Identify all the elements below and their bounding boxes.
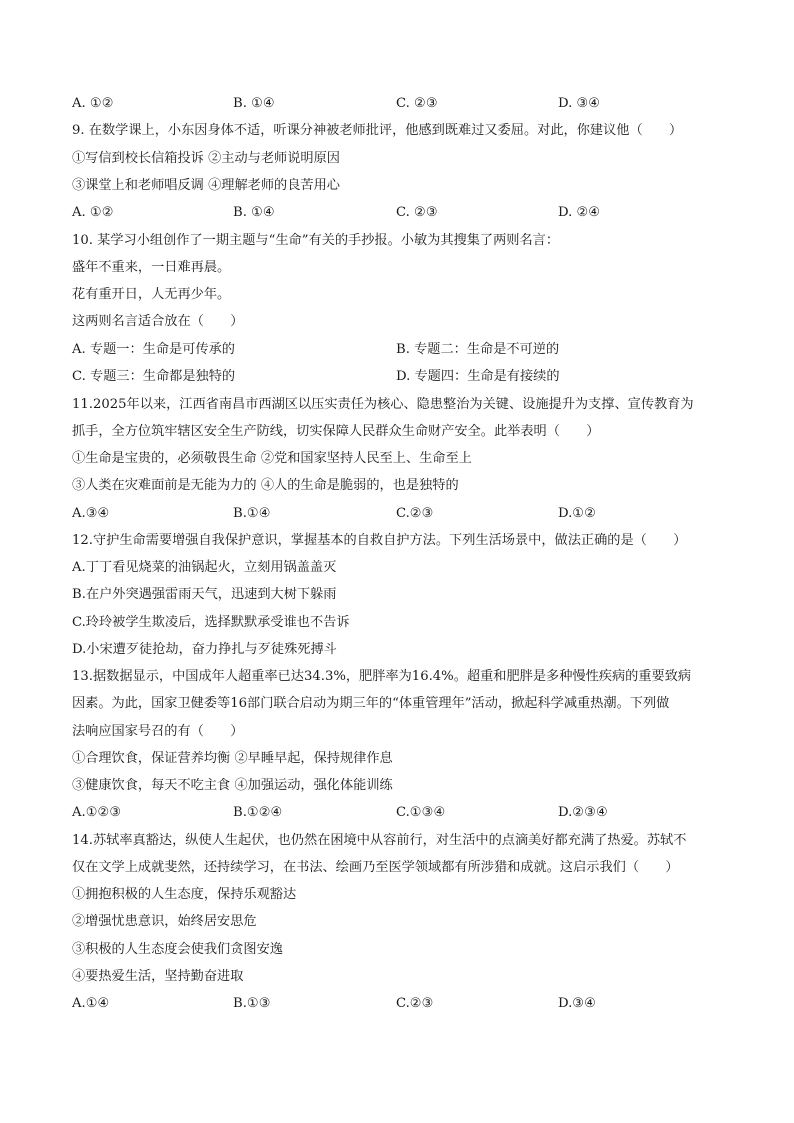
option-a[interactable]: A.①②③	[72, 805, 122, 820]
option-c[interactable]: C.玲玲被学生欺凌后，选择默默承受谁也不告诉	[72, 615, 350, 630]
question-14-stem: 仅在文学上成就斐然，还持续学习，在书法、绘画乃至医学领域都有所涉猎和成就。这启示我们（ ）	[72, 860, 679, 875]
option-b[interactable]: B.①③	[233, 996, 271, 1011]
option-c[interactable]: C.②③	[396, 506, 434, 521]
question-14-item: ④要热爱生活，坚持勤奋进取	[72, 969, 244, 984]
option-c[interactable]: C. ②③	[396, 205, 438, 220]
option-b[interactable]: B.在户外突遇强雷雨天气，迅速到大树下躲雨	[72, 587, 337, 602]
option-c[interactable]: C. 专题三：生命都是独特的	[72, 369, 236, 384]
option-c[interactable]: C.①③④	[396, 805, 446, 820]
option-b[interactable]: B.①②④	[233, 805, 283, 820]
option-a[interactable]: A.①④	[72, 996, 110, 1011]
question-13-stem: 13.据数据显示，中国成年人超重率已达34.3%，肥胖率为16.4%。超重和肥胖是多种慢性疾病的重要致病	[72, 669, 692, 684]
question-10-options-row2	[72, 367, 728, 387]
question-11-item: ③人类在灾难面前是无能为力的 ④人的生命是脆弱的，也是独特的	[72, 478, 459, 493]
option-d[interactable]: D.②③④	[558, 805, 608, 820]
question-13-options	[72, 803, 728, 823]
question-11-stem: 11.2025年以来，江西省南昌市西湖区以压实责任为核心、隐患整治为关键、设施提升为支撑、宣传教育为	[72, 397, 694, 412]
question-9-item: ③课堂上和老师唱反调 ④理解老师的良苦用心	[72, 178, 340, 193]
question-11-item: ①生命是宝贵的，必须敬畏生命 ②党和国家坚持人民至上、生命至上	[72, 451, 472, 466]
question-13-item: ①合理饮食，保证营养均衡 ②早睡早起，保持规律作息	[72, 751, 393, 766]
question-13-stem: 法响应国家号召的有（ ）	[72, 724, 244, 739]
option-d[interactable]: D. ③④	[558, 96, 601, 111]
option-d[interactable]: D.③④	[558, 996, 596, 1011]
option-c[interactable]: C. ②③	[396, 96, 438, 111]
question-11-stem: 抓手，全方位筑牢辖区安全生产防线，切实保障人民群众生命财产安全。此举表明（ ）	[72, 424, 600, 439]
question-14-stem: 14.苏轼率真豁达，纵使人生起伏，也仍然在困境中从容前行，对生活中的点滴美好都充满了热爱。苏轼不	[72, 833, 687, 848]
option-a[interactable]: A. ①②	[72, 205, 114, 220]
option-d[interactable]: D.小宋遭歹徒抢劫，奋力挣扎与歹徒殊死搏斗	[72, 642, 337, 657]
question-13-stem: 因素。为此，国家卫健委等16部门联合启动为期三年的“体重管理年”活动，掀起科学减重热潮。下列做	[72, 696, 670, 711]
question-14-item: ②增强忧患意识，始终居安思危	[72, 914, 257, 929]
option-a[interactable]: A. ①②	[72, 96, 114, 111]
question-10-quote: 花有重开日，人无再少年。	[72, 287, 231, 302]
question-10-ask: 这两则名言适合放在（ ）	[72, 314, 244, 329]
question-12-stem: 12.守护生命需要增强自我保护意识，掌握基本的自救自护方法。下列生活场景中，做法正确的是（ ）	[72, 533, 687, 548]
question-9-stem: 9. 在数学课上，小东因身体不适，听课分神被老师批评，他感到既难过又委屈。对此，你建议他（ ）	[72, 123, 683, 138]
option-b[interactable]: B. 专题二：生命是不可逆的	[396, 342, 560, 357]
option-d[interactable]: D. ②④	[558, 205, 601, 220]
question-9-options	[72, 203, 728, 223]
question-14-options	[72, 994, 728, 1014]
question-14-item: ③积极的人生态度会使我们贪图安逸	[72, 942, 283, 957]
option-b[interactable]: B.①④	[233, 506, 271, 521]
option-a[interactable]: A.丁丁看见烧菜的油锅起火，立刻用锅盖盖灭	[72, 560, 337, 575]
question-9-item: ①写信到校长信箱投诉 ②主动与老师说明原因	[72, 151, 340, 166]
option-a[interactable]: A.③④	[72, 506, 110, 521]
question-11-options	[72, 504, 728, 524]
option-b[interactable]: B. ①④	[233, 205, 275, 220]
question-13-item: ③健康饮食，每天不吃主食 ④加强运动，强化体能训练	[72, 778, 393, 793]
option-b[interactable]: B. ①④	[233, 96, 275, 111]
question-10-quote: 盛年不重来，一日难再晨。	[72, 260, 231, 275]
option-c[interactable]: C.②③	[396, 996, 434, 1011]
question-8-options	[72, 94, 728, 114]
option-d[interactable]: D.①②	[558, 506, 596, 521]
option-a[interactable]: A. 专题一：生命是可传承的	[72, 342, 235, 357]
option-d[interactable]: D. 专题四：生命是有接续的	[396, 369, 560, 384]
question-14-item: ①拥抱积极的人生态度，保持乐观豁达	[72, 887, 297, 902]
question-10-options-row1	[72, 340, 728, 360]
question-10-stem: 10. 某学习小组创作了一期主题与“生命”有关的手抄报。小敏为其搜集了两则名言：	[72, 233, 560, 248]
